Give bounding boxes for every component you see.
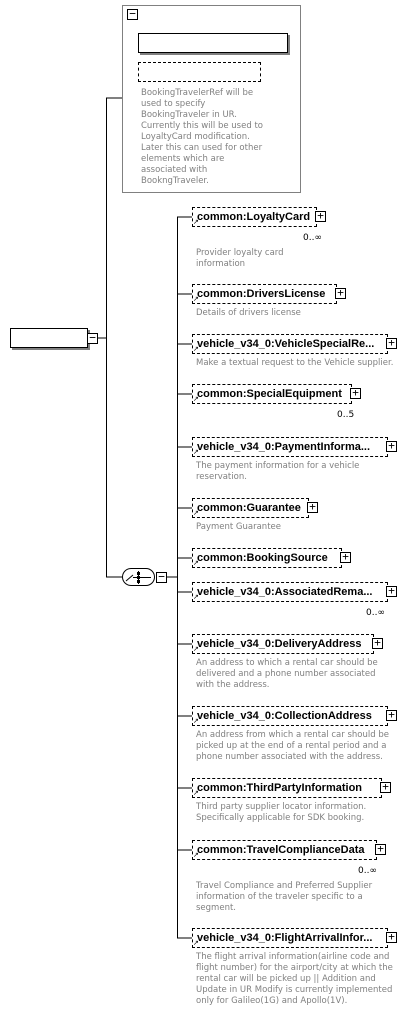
expand-icon[interactable]: + [386, 710, 397, 721]
element-label: common:Guarantee [197, 502, 301, 514]
sequence-compositor-icon [122, 568, 155, 586]
element-label: vehicle_v34_0:VehicleSpecialRe... [197, 338, 375, 350]
element-documentation: The payment information for a vehicle reservation. [196, 461, 360, 482]
reference-arrow-icon: ↗ [193, 396, 199, 403]
element-label: common:TravelComplianceData [197, 844, 365, 856]
element-vehicle-v34-0-deliveryaddress[interactable] [192, 634, 374, 654]
expand-icon[interactable]: + [386, 441, 397, 452]
reference-arrow-icon: ↗ [193, 296, 199, 303]
element-documentation: Provider loyalty card information [196, 248, 284, 269]
expand-icon[interactable]: + [386, 338, 397, 349]
cardinality-label: 0..∞ [366, 608, 385, 618]
expand-icon[interactable]: + [386, 932, 397, 943]
attributes-collapse-icon[interactable]: − [127, 9, 138, 20]
element-label: vehicle_v34_0:PaymentInforma... [197, 441, 371, 453]
expand-icon[interactable]: + [307, 502, 318, 513]
expand-icon[interactable]: + [350, 388, 361, 399]
reference-arrow-icon: ↗ [193, 560, 199, 567]
element-vehicle-v34-0-associatedrema[interactable] [192, 582, 388, 602]
reference-arrow-icon: ↗ [193, 940, 199, 947]
element-label: common:ThirdPartyInformation [197, 782, 363, 794]
root-element-vehicle-add[interactable] [10, 328, 88, 348]
element-documentation: An address from which a rental car should be picked up at the end of a rental period and a phone number associated with the address. [196, 730, 389, 762]
element-vehicle-v34-0-flightarrivalinfor[interactable] [192, 928, 388, 948]
attribute-booking-traveler-ref[interactable] [138, 62, 261, 82]
element-common-thirdpartyinformation[interactable] [192, 778, 382, 798]
element-common-travelcompliancedata[interactable] [192, 840, 377, 860]
element-common-guarantee[interactable] [192, 498, 309, 518]
reference-arrow-icon: ↗ [193, 594, 199, 601]
reference-arrow-icon: ↗ [193, 718, 199, 725]
reference-arrow-icon: ↗ [193, 449, 199, 456]
reference-arrow-icon: ↗ [193, 852, 199, 859]
cardinality-label: 0..∞ [358, 866, 377, 876]
element-documentation: Travel Compliance and Preferred Supplier information of the traveler specific to a segment. [196, 881, 373, 913]
element-label: vehicle_v34_0:CollectionAddress [197, 710, 372, 722]
cardinality-label: 0..5 [337, 410, 355, 420]
element-vehicle-v34-0-vehiclespecialre[interactable] [192, 334, 388, 354]
element-common-specialequipment[interactable] [192, 384, 352, 404]
expand-icon[interactable]: + [375, 844, 386, 855]
expand-icon[interactable]: + [340, 552, 351, 563]
element-vehicle-v34-0-paymentinforma[interactable] [192, 437, 388, 457]
root-collapse-icon[interactable]: − [87, 333, 98, 344]
element-documentation: The flight arrival information(airline code and flight number) for the airport/city at which the rental car will be picked up || Addition and Update in UR Modify is currently implemented only for Galileo(1G) and Apollo(1V). [196, 952, 393, 1006]
attribute-booking-traveler-ref-doc: BookingTravelerRef will be used to specify BookingTraveler in UR. Currently this will be used to LoyaltyCard modification. Later this can used for other elements which are associated with BookngTraveler. [141, 88, 263, 186]
element-documentation: Third party supplier locator information. Specifically applicable for SDK booking. [196, 802, 367, 823]
element-documentation: Details of drivers license [196, 308, 301, 318]
element-label: common:BookingSource [197, 552, 328, 564]
element-label: common:SpecialEquipment [197, 388, 342, 400]
element-label: vehicle_v34_0:DeliveryAddress [197, 638, 362, 650]
element-label: vehicle_v34_0:AssociatedRema... [197, 586, 373, 598]
element-common-loyaltycard[interactable] [192, 207, 317, 227]
element-label: vehicle_v34_0:FlightArrivalInfor... [197, 932, 373, 944]
element-common-bookingsource[interactable] [192, 548, 342, 568]
sequence-collapse-icon[interactable]: − [156, 572, 167, 583]
expand-icon[interactable]: + [335, 288, 346, 299]
reference-arrow-icon: ↗ [193, 219, 199, 226]
reference-arrow-icon: ↗ [193, 646, 199, 653]
reference-arrow-icon: ↗ [193, 790, 199, 797]
cardinality-label: 0..∞ [303, 233, 322, 243]
element-documentation: An address to which a rental car should be delivered and a phone number associated with the address. [196, 658, 378, 690]
element-documentation: Make a textual request to the Vehicle supplier. [196, 358, 394, 368]
element-vehicle-v34-0-collectionaddress[interactable] [192, 706, 388, 726]
reference-arrow-icon: ↗ [193, 510, 199, 517]
expand-icon[interactable]: + [315, 211, 326, 222]
element-documentation: Payment Guarantee [196, 522, 281, 532]
attribute-reservation-locator-code[interactable] [138, 33, 288, 53]
element-common-driverslicense[interactable] [192, 284, 337, 304]
reference-arrow-icon: ↗ [193, 346, 199, 353]
expand-icon[interactable]: + [372, 638, 383, 649]
element-label: common:DriversLicense [197, 288, 326, 300]
expand-icon[interactable]: + [380, 782, 391, 793]
expand-icon[interactable]: + [386, 586, 397, 597]
element-label: common:LoyaltyCard [197, 211, 311, 223]
